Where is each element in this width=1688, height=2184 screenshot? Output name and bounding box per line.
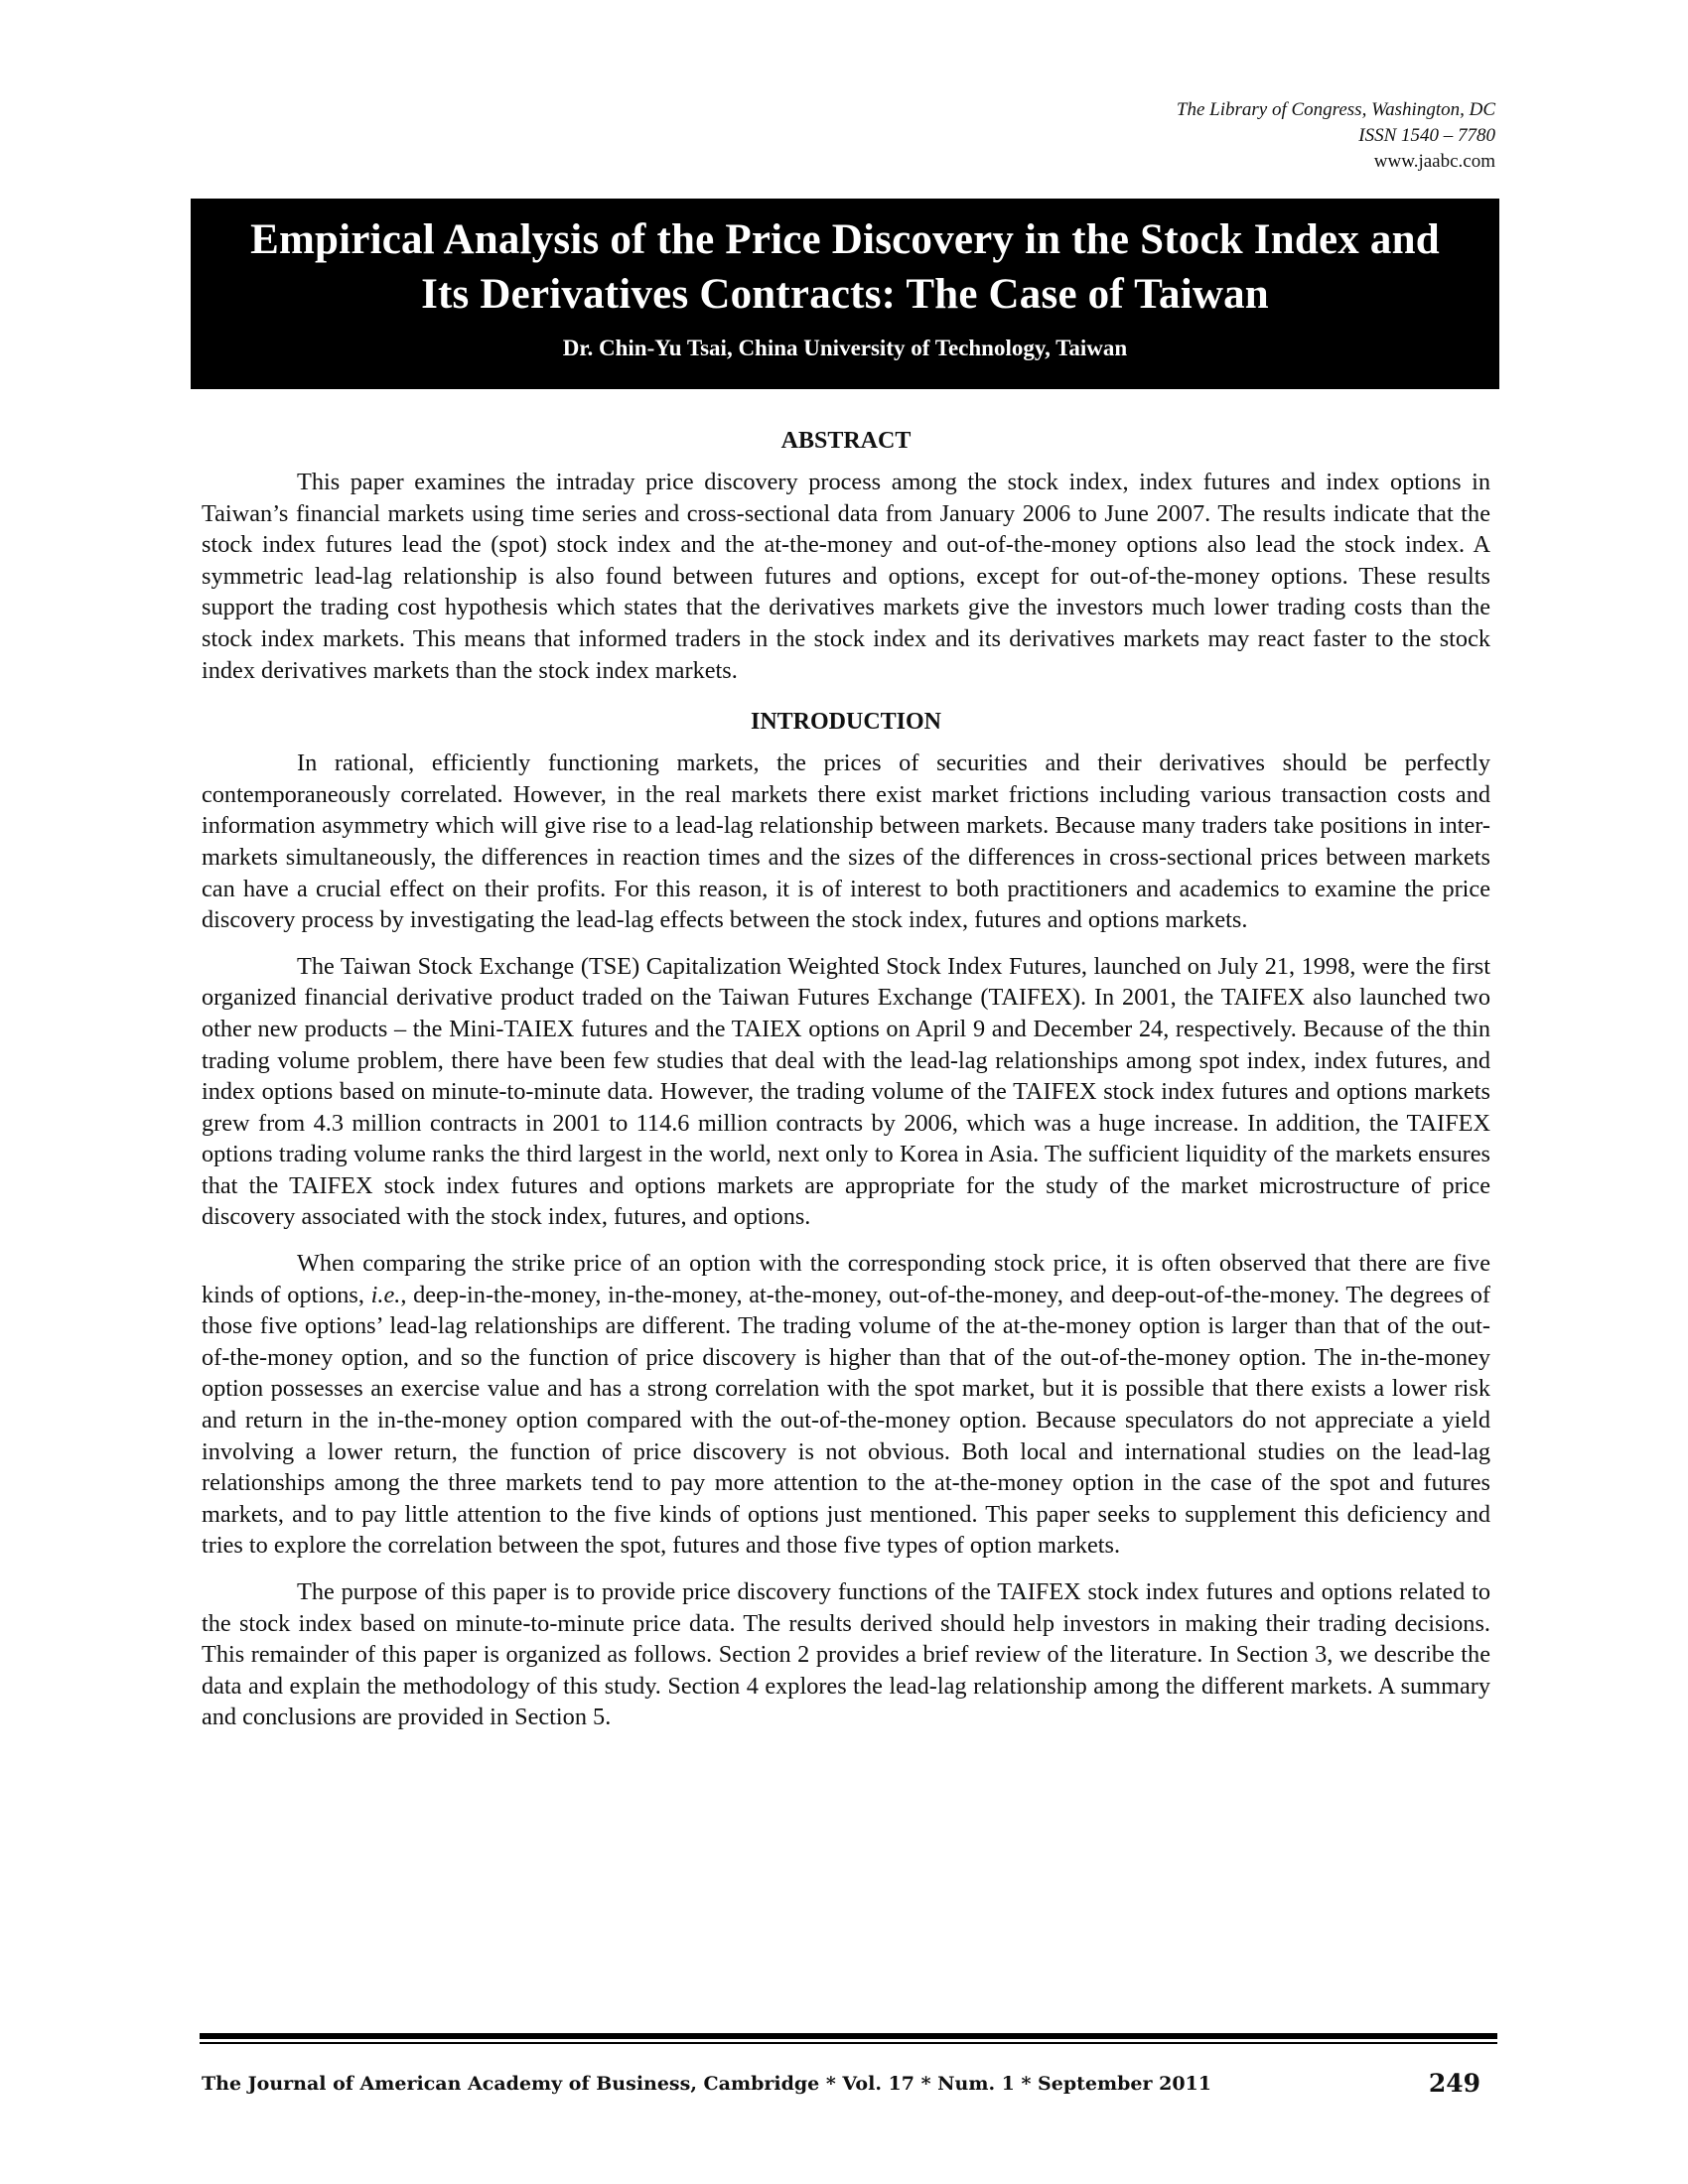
intro-p3-ie: i.e. — [370, 1281, 401, 1308]
paper-title — [191, 212, 1499, 322]
page-number: 249 — [1428, 2069, 1480, 2098]
page-header — [900, 97, 1495, 175]
intro-paragraph-3 — [202, 1248, 1490, 1562]
intro-p3-part-1: When comparing the strike price of an option with the corresponding stock price, it is often observed that there are five kinds of options, — [202, 1250, 1490, 1308]
title-banner — [191, 199, 1499, 389]
intro-paragraph-4: The purpose of this paper is to provide price discovery functions of the TAIFEX stock index futures and options related to the stock index based on minute-to-minute price data. The results derived should help investors in making their trading decisions. This remainder of this paper is organized as follows. Section 2 provides a brief review of the literature. In Section 3, we describe the data and explain the methodology of this study. Section 4 explores the lead-lag relationship among the different markets. A summary and conclusions are provided in Section 5. — [202, 1578, 1490, 1731]
issn-line: ISSN 1540 – 7780 — [1358, 125, 1495, 146]
abstract-heading: ABSTRACT — [780, 428, 912, 454]
abstract-paragraph: This paper examines the intraday price discovery process among the stock index, index futures and index options in Taiwan’s financial markets using time series and cross-sectional data from January 2006 to June 2007. The results indicate that the stock index futures lead the (spot) stock index and the at-the-money and out-of-the-money options also lead the stock index. A symmetric lead-lag relationship is also found between futures and options, except for out-of-the-money options. These results support the trading cost hypothesis which states that the derivatives markets give the investors much lower trading costs than the stock index markets. This means that informed traders in the stock index and its derivatives markets may react faster to the stock index derivatives markets than the stock index markets. — [202, 469, 1490, 684]
footer-rule-thin — [200, 2042, 1497, 2044]
article-body — [202, 425, 1490, 1733]
page-footer — [202, 2067, 1492, 2107]
intro-paragraph-1: In rational, efficiently functioning markets, the prices of securities and their derivatives should be perfectly contemporaneously correlated. However, in the real markets there exist market frictions including various transaction costs and information asymmetry which will give rise to a lead-lag relationship between markets. Because many traders take positions in inter-markets simultaneously, the differences in reaction times and the sizes of the differences in cross-sectional prices between markets can have a crucial effect on their profits. For this reason, it is of interest to both practitioners and academics to examine the price discovery process by investigating the lead-lag effects between the stock index, futures and options markets. — [202, 750, 1490, 934]
footer-rule-thick — [200, 2033, 1497, 2039]
title-line-2: Its Derivatives Contracts: The Case of Taiwan — [421, 271, 1269, 318]
intro-paragraph-2: The Taiwan Stock Exchange (TSE) Capitalization Weighted Stock Index Futures, launched on July 21, 1998, were the first organized financial derivative product traded on the Taiwan Futures Exchange (TAIFEX). In 2001, the TAIFEX also launched two other new products – the Mini-TAIEX futures and the TAIEX options on April 9 and December 24, respectively. Because of the thin trading volume problem, there have been few studies that deal with the lead-lag relationships among spot index, index futures, and index options based on minute-to-minute data. However, the trading volume of the TAIFEX stock index futures and options markets grew from 4.3 million contracts in 2001 to 114.6 million contracts by 2006, which was a huge increase. In addition, the TAIFEX options trading volume ranks the third largest in the world, next only to Korea in Asia. The sufficient liquidity of the markets ensures that the TAIFEX stock index futures and options markets are appropriate for the study of the market microstructure of price discovery associated with the stock index, futures, and options. — [202, 952, 1490, 1231]
website-line: www.jaabc.com — [1373, 151, 1495, 172]
intro-p3-part-2: , deep-in-the-money, in-the-money, at-the-money, out-of-the-money, and deep-out-of-the-money. The degrees of those five options’ lead-lag relationships are different. The trading volume of the at-the-money option is larger than that of the out-of-the-money option, and so the function of price discovery is higher than that of the out-of-the-money option. The in-the-money option possesses an exercise value and has a strong correlation with the spot market, but it is possible that there exists a lower risk and return in the in-the-money option compared with the out-of-the-money option. Because speculators do not appreciate a yield involving a lower return, the function of price discovery is not obvious. Both local and international studies on the lead-lag relationships among the three markets tend to pay more attention to the at-the-money option in the case of the spot and futures markets, and to pay little attention to the five kinds of options just mentioned. This paper seeks to supplement this deficiency and tries to explore the correlation between the spot, futures and those five types of option markets. — [202, 1281, 1490, 1560]
journal-citation: The Journal of American Academy of Business, Cambridge * Vol. 17 * Num. 1 * September 2011 — [202, 2073, 1212, 2095]
author-line: Dr. Chin-Yu Tsai, China University of Technology, Taiwan — [562, 336, 1128, 360]
introduction-heading: INTRODUCTION — [750, 709, 942, 736]
title-line-1: Empirical Analysis of the Price Discovery in the Stock Index and — [250, 216, 1440, 263]
library-line: The Library of Congress, Washington, DC — [1176, 99, 1495, 120]
